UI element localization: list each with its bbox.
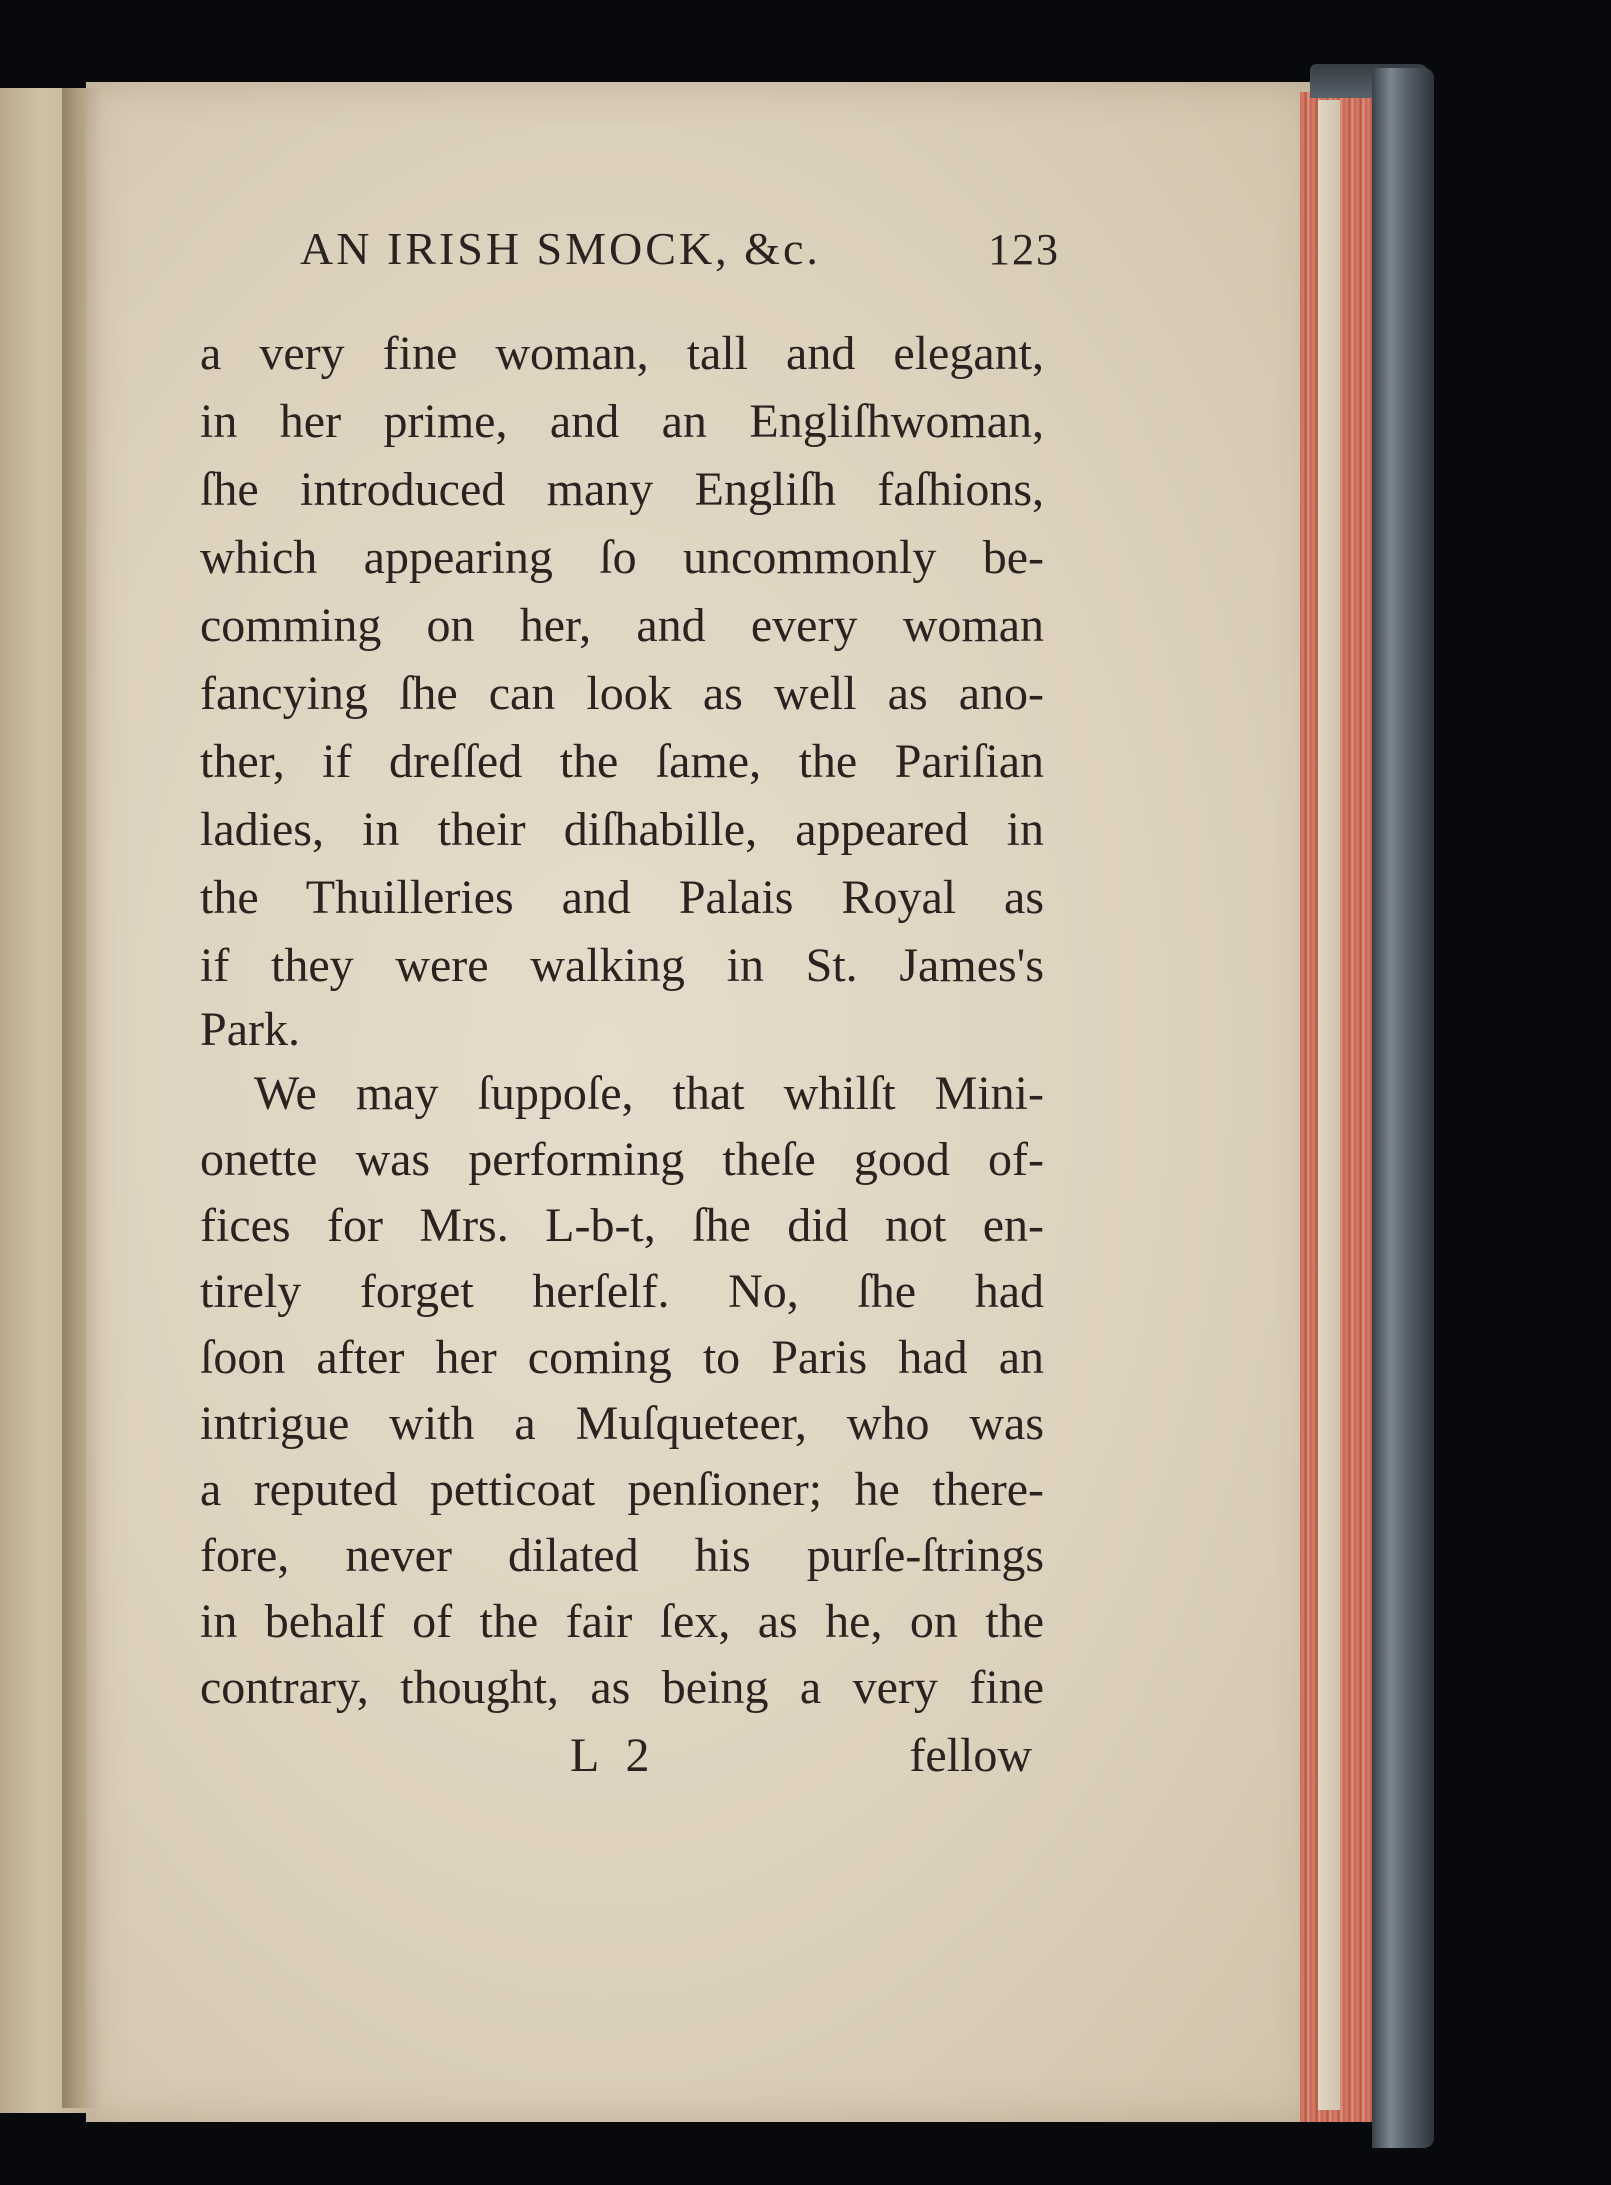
- running-title: AN IRISH SMOCK, &c.: [300, 223, 821, 274]
- text-line: the Thuilleries and Palais Royal as: [200, 871, 1044, 924]
- catchword: fellow: [909, 1729, 1032, 1782]
- page-footer: [200, 1728, 1044, 1798]
- text-line: We may ſuppoſe, that whilſt Mini-: [254, 1067, 1044, 1120]
- text-line: a very fine woman, tall and elegant,: [200, 327, 1044, 380]
- text-line: onette was performing theſe good of-: [200, 1133, 1044, 1186]
- text-line: comming on her, and every woman: [200, 599, 1044, 652]
- text-line: ſhe introduced many Engliſh faſhions,: [200, 463, 1044, 516]
- text-line: fancying ſhe can look as well as ano-: [200, 667, 1044, 720]
- text-line: intrigue with a Muſqueteer, who was: [200, 1397, 1044, 1450]
- text-line: fices for Mrs. L-b-t, ſhe did not en-: [200, 1199, 1044, 1252]
- text-line: a reputed petticoat penſioner; he there-: [200, 1463, 1044, 1516]
- text-line: fore, never dilated his purſe-ſtrings: [200, 1529, 1044, 1582]
- text-line: ther, if dreſſed the ſame, the Pariſian: [200, 735, 1044, 788]
- running-header: [300, 222, 1060, 292]
- text-line: ladies, in their diſhabille, appeared in: [200, 803, 1044, 856]
- text-line: Park.: [200, 1003, 300, 1056]
- text-line: if they were walking in St. James's: [200, 939, 1044, 992]
- text-line: in behalf of the fair ſex, as he, on the: [200, 1595, 1044, 1648]
- page-number: 123: [988, 225, 1060, 274]
- text-line: in her prime, and an Engliſhwoman,: [200, 395, 1044, 448]
- text-line: which appearing ſo uncommonly be-: [200, 531, 1044, 584]
- signature-mark: L 2: [570, 1729, 658, 1782]
- text-line: ſoon after her coming to Paris had an: [200, 1331, 1044, 1384]
- text-line: contrary, thought, as being a very fine: [200, 1661, 1044, 1714]
- text-line: tirely forget herſelf. No, ſhe had: [200, 1265, 1044, 1318]
